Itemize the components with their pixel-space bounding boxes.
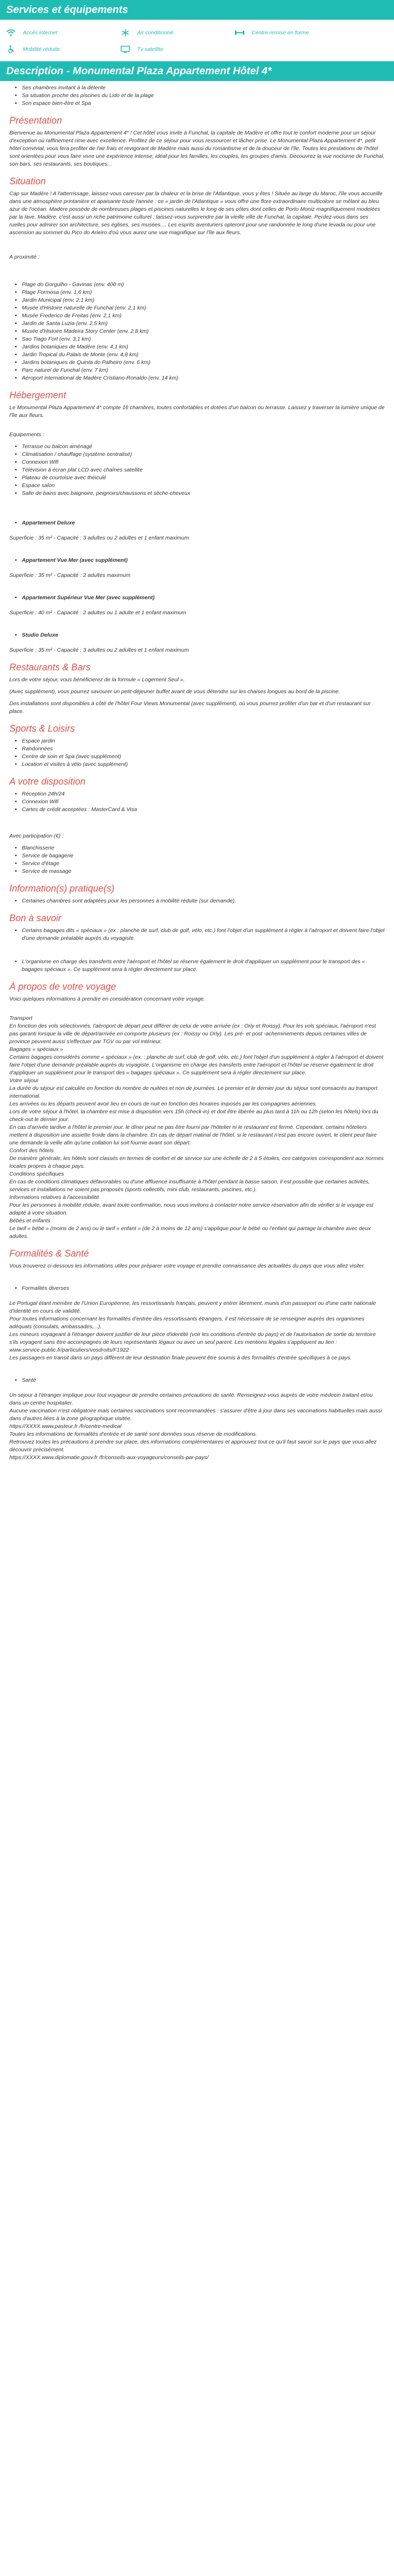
wifi-icon — [5, 28, 17, 37]
room-name: • Appartement Vue Mer (avec supplément) — [22, 557, 385, 564]
situation-title: Situation — [9, 176, 46, 186]
list-item: • Télévision à écran plat LCD avec chaînes satellite — [22, 466, 385, 474]
disposition-list — [9, 790, 385, 814]
list-item: • Espace jardin — [22, 737, 385, 745]
list-item: • Terrasse ou balcon aménagé — [22, 443, 385, 451]
list-item: • Jardins botaniques de Madère (env. 4,1 km) — [22, 343, 385, 351]
service-label: Centre remise en forme — [252, 29, 309, 36]
room-name: • Studio Deluxe — [22, 631, 385, 639]
list-item: • Aéroport international de Madère Cristiano-Ronaldo (env. 14 km) — [22, 374, 385, 382]
bonsavoir-list — [9, 927, 385, 974]
formalites-list — [9, 1285, 385, 1292]
list-item: • Son espace bien-être et Spa — [22, 100, 385, 107]
restaurants-title: Restaurants & Bars — [9, 662, 91, 672]
list-item: • Ses chambres invitant à la détente — [22, 84, 385, 92]
hebergement-text: Le Monumental Plaza Appartement 4* compte 16 chambres, toutes confortables et dotées d'un balcon ou terrasse. Laissez y traverser la lumière unique de l'île aux fleurs. — [9, 404, 385, 419]
list-item: • Sa situation proche des piscines du Lido et de la plage — [22, 92, 385, 100]
room-desc: Superficie : 40 m² - Capacité : 2 adultes ou 1 adulte et 1 enfant maximum — [9, 610, 187, 616]
main-content — [0, 84, 394, 1462]
list-item: • Plateau de courtoisie avec théiculé — [22, 474, 385, 482]
service-label: Mobilité réduite — [23, 46, 60, 52]
services-header: Services et équipements — [0, 0, 394, 20]
list-item: • Espace salon — [22, 482, 385, 490]
list-item: • Cartes de crédit acceptées : MasterCard & Visa — [22, 806, 385, 814]
bonsavoir-title: Bon à savoir — [9, 913, 62, 923]
room-name: • Appartement Supérieur Vue Mer (avec supplément) — [22, 594, 385, 602]
apropos-intro: Voici quelques informations à prendre en considération concernant votre voyage. — [9, 996, 205, 1002]
list-item: • Réception 24h/24 — [22, 790, 385, 798]
list-item: • Service de bagagerie — [22, 852, 385, 860]
list-item: • Santé — [22, 1377, 385, 1384]
proximity-list — [9, 281, 385, 382]
list-item: • Blanchisserie — [22, 844, 385, 852]
services-grid — [0, 20, 394, 57]
equipments-label: Equipements : — [9, 431, 45, 438]
list-item: • Certains bagages dits « spéciaux » (ex : planche de surf, club de golf, vélo, etc.) font l'objet d'un supplément à régler à l'aéroport et doivent faire l'objet d'une demande préalable auprès du voyagiste. — [22, 927, 385, 942]
service-item — [5, 44, 120, 55]
service-label: Air conditionné — [137, 29, 174, 36]
service-item — [120, 44, 234, 55]
list-item: • Service d'étage — [22, 860, 385, 868]
list-item: • Jardins botaniques de Quinta do Palheiro (env. 6 km) — [22, 359, 385, 367]
presentation-title: Présentation — [9, 115, 62, 126]
paid-services-list — [9, 844, 385, 875]
list-item: • Musée d'Histoire naturelle de Funchal (env. 2,1 km) — [22, 304, 385, 312]
list-item: • Plage do Gorgulho - Gavinas (env. 400 m) — [22, 281, 385, 289]
room-name: • Appartement Deluxe — [22, 519, 385, 527]
wheelchair-icon — [5, 45, 17, 54]
service-item — [120, 27, 234, 38]
list-item: • Parc naturel de Funchal (env. 7 km) — [22, 367, 385, 374]
restaurants-text-1: Lors de votre séjour, vous bénéficierez de la formule « Logement Seul ». — [9, 677, 185, 683]
proximity-label: A proximité : — [9, 254, 40, 260]
presentation-text: Bienvenue au Monumental Plaza Appartement 4* ! Cet hôtel vous invite à Funchal, la capitale de Madère et offre tout le confort moderne pour un séjour d'exception où raffinement rime avec excellence. Profitez de ce séjour pour vous ressourcer et lâcher prise. Le Monumental Plaza Appartement 4*, petit hôtel convivial, vous fera profiter de l'air frais et revigorant de Madère mais aussi du romantisme et de la douceur de l'île. Toutes les prestations de l'hôtel sont orientées pour vous faire vivre une expérience intense, idéal pour les familles, les couples, les groupes d'amis. Découvrez la vue nocturne de Funchal, son bars, ses restaurants, ses boutiques... — [9, 130, 385, 167]
service-label: Tv satellite — [137, 46, 164, 52]
formalites-intro: Vous trouverez ci-dessous les informations utiles pour préparer votre voyage et prendre connaissance des actualités du pays que vous allez visiter. — [9, 1263, 365, 1269]
restaurants-text-2: (Avec supplément), vous pourrez savourer un petit-déjeuner buffet avant de vous détendre sur les chaises longues au bord de la piscine. — [9, 689, 340, 695]
list-item: • Jardin de Santa Luzia (env. 2,5 km) — [22, 320, 385, 328]
room-desc: Superficie : 35 m² - Capacité : 3 adultes ou 2 adultes et 1 enfant maximum — [9, 647, 189, 653]
service-item — [234, 27, 348, 38]
apropos-title: À propos de votre voyage — [9, 981, 116, 992]
list-item: • Location et visites à vélo (avec supplément) — [22, 761, 385, 768]
room-desc: Superficie : 35 m² - Capacité : 3 adultes ou 2 adultes et 1 enfant maximum — [9, 535, 189, 541]
restaurants-text-3: Des installations sont disponibles à côté de l'hôtel Four Views Monumental (avec supplément), où vous pourrez profiter d'un bar et d'un restaurant sur place. — [9, 700, 371, 714]
service-item — [5, 27, 120, 38]
list-item: • Centre de soin et Spa (avec supplément) — [22, 753, 385, 761]
list-item: • Connexion Wifi — [22, 798, 385, 806]
sante-body: Un séjour à l'étranger implique pour tout voyageur de prendre certaines précautions de santé. Renseignez-vous auprès de votre médecin traitant et/ou dans un centre hospitalier. Aucune vaccination n'est obligatoire mais certaines vaccinations sont recommandées : s'assurer d'être à jour dans ses vaccinations habituelles mais aussi dans d'autres liées à la zone géographique visitée. https://XXXX.www.pasteur.fr /fr/centre-medical Toutes les informations de formalités d'entrée et de santé sont données sous réserve de modifications. Retrouvez toutes les précautions à prendre sur place, des informations complémentaires et approuvez tout ce qu'il faut savoir sur le pays que vous allez découvrir précisément. https://XXXX.www.diplomatie.gouv.fr /fr/conseils-aux-voyageurs/conseils-par-pays/ — [9, 1392, 382, 1461]
dumbbell-icon — [234, 28, 245, 37]
sports-list — [9, 737, 385, 768]
list-item: • Randonnées — [22, 745, 385, 753]
list-item: • Connexion Wifi — [22, 458, 385, 466]
list-item: • Musée Frederico de Freitas (env. 2,1 km) — [22, 312, 385, 320]
room-type — [9, 519, 385, 527]
paid-services-label: Avec participation (€) : — [9, 833, 64, 839]
sports-title: Sports & Loisirs — [9, 723, 75, 734]
apropos-body: Transport En fonction des vols sélectionnés, l'aéroport de départ peut différer de celui de votre arrivée (ex : Orly et Roissy). Pour les vols spéciaux, l'aéroport n'est pas garanti lorsque la ville de départ/arrivée en comporte plusieurs (ex : Roissy ou Orly). Les pré- et post -acheminements depuis certaines villes de province peuvent aussi s'effectuer par TGV ou par vol intérieur. Bagages « spéciaux » Certains bagages considérés comme « spéciaux » (ex. : planche de surf, club de golf, vélo, etc.) font l'objet d'un supplément à régler à l'aéroport et doivent faire l'objet d'une demande préalable auprès du voyagiste. L'organisme en charge des transferts entre l'aéroport et l'hôtel se réserve également le droit d'appliquer un supplément pour le transport des « bagages spéciaux ». Ce supplément sera à régler directement sur place. Votre séjour La durée du séjour est calculée en fonction du nombre de nuitées et non de journées. Le premier et le dernier jour du séjour sont consacrés au transport international. Les arrivées ou les départs peuvent avoir lieu en cours de nuit en fonction des horaires imposés par les compagnies aériennes. Lors de votre séjour à l'hôtel, la chambre est mise à disposition vers 15h (check-in) et doit être libérée au plus tard à 11h ou 12h (selon les hôtels) lors du check-out le dernier jour. En cas d'arrivée tardive à l'hôtel le premier jour, le dîner peut ne pas être fourni par l'hôtelier ni le restaurant est fermé. Cependant, certains hôteliers mettent à disposition une assiette froide dans la chambre. En cas de départ matinal de l'hôtel, si le restaurant n'est pas encore ouvert, le client peut faire une demande la veille afin qu'une collation lui soit fournie avant son départ. Confort des hôtels De manière générale, les hôtels sont classés en termes de confort et de service sur une échelle de 2 à 5 étoiles, ces catégories correspondent aux normes locales propres à chaque pays. Conditions spécifiques En cas de conditions climatiques défavorables ou d'une affluence insuffisante à l'hôtel pendant la basse saison, il est possible que certaines activités, services et installations ne soient pas proposés (sports collectifs, mini club, restaurants, piscines, etc.). Informations relatives à l'accessibilité Pour les personnes à mobilité réduite, avant toute confirmation, nous vous invitons à contacter notre service réservation afin de vérifier si le voyage est adapté à votre situation. Bébés et enfants Le tarif « bébé » (moins de 2 ans) ou le tarif « enfant » (de 2 à moins de 12 ans) s'applique pour le bébé ou l'enfant qui partage la chambre avec deux adultes. — [9, 1015, 384, 1239]
pratique-list — [9, 897, 385, 905]
list-item: • Service de massage — [22, 868, 385, 875]
room-type — [9, 594, 385, 602]
list-item: • Climatisation / chauffage (système centralisé) — [22, 451, 385, 458]
description-header: Description - Monumental Plaza Appartement Hôtel 4* — [0, 61, 394, 81]
list-item: • Formalités diverses — [22, 1285, 385, 1292]
equipments-list — [9, 443, 385, 497]
list-item: • Salle de bains avec baignoire, peignoirs/chaussons et sèche-cheveux — [22, 490, 385, 497]
formalites-title: Formalités & Santé — [9, 1248, 89, 1259]
disposition-title: A votre disposition — [9, 776, 86, 787]
list-item: • L'organisme en charge des transferts entre l'aéroport et l'hôtel se réserve également le droit d'appliquer un supplément pour le transport des « bagages spéciaux ». Ce supplément sera à régler directement sur place. — [22, 958, 385, 974]
snowflake-icon — [120, 28, 131, 37]
hebergement-title: Hébergement — [9, 390, 67, 400]
list-item: • Jardin Tropical du Palais de Monte (env. 4,8 km) — [22, 351, 385, 359]
list-item: • Jardin Municipal (env. 2,1 km) — [22, 296, 385, 304]
pratique-title: Information(s) pratique(s) — [9, 883, 115, 894]
sante-list — [9, 1377, 385, 1384]
tv-icon — [120, 45, 131, 54]
list-item: • Plage Formosa (env. 1,6 km) — [22, 289, 385, 296]
room-desc: Superficie : 35 m² - Capacité : 2 adultes maximum — [9, 572, 130, 578]
list-item: • Certaines chambres sont adaptées pour les personnes à mobilité réduite (sur demande). — [22, 897, 385, 905]
list-item: • Sao Tiago Fort (env. 3,1 km) — [22, 335, 385, 343]
formalites-body: Le Portugal étant membre de l'Union Européenne, les ressortissants français, peuvent y entrer librement, munis d'un passeport ou d'une carte nationale d'identité en cours de validité. Pour toutes informations concernant les formalités d'entrée des ressortissants étrangers, il est nécessaire de se renseigner auprès des organismes adéquats (consulats, ambassades,...). Les mineurs voyageant à l'étranger doivent justifier de leur pièce d'identité (voir les conditions d'entrée du pays) et de l'autorisation de sortie du territoire s'ils voyagent sans être accompagnés de leurs représentants légaux ou avec un seul parent. Les mentions légales s'appliquent au lien : www.service-public.fr/particuliers/vosdroits/F1922 Les passagers en transit dans un pays diffèrent de leur destination finale peuvent être soumis à des formalités d'entrée spécifiques à ce pays. — [9, 1300, 376, 1361]
list-item: • Musée d'Histoire Madeira Story Center (env. 2,8 km) — [22, 328, 385, 335]
service-label: Accès internet — [23, 29, 58, 36]
highlights-list — [9, 84, 385, 107]
situation-text: Cap sur Madère ! A l'atterrissage, laissez-vous caresser par la chaleur et la brise de l'Atlantique, vous y êtes ! Située au large du Maroc, l'île vous accueille dans une atmosphère printanière et apaisante toute l'année : ce « jardin de l'Atlantique » vous offre une flore extraordinaire multicolore se mêlant au bleu azur de l'océan. Madère possède de nombreuses plages et piscines naturelles le long de ses côtes dont celles de Porto Moniz magnifiquement modelées par la lave. Madère, c'est aussi un riche patrimoine culturel : laissez-vous surprendre par la vieille ville de Funchal, la capitale. Perdez-vous dans ses ruelles pour admirer son architecture, ses églises, ses musées.... Les esprits aventuriers opteront pour une randonnée le long d'une levada ou pour une ascension au sommet du Pico do Arieiro d'où vous aurez une vue magnifique sur l'île aux fleurs. — [9, 191, 383, 236]
room-type — [9, 557, 385, 564]
room-type — [9, 631, 385, 639]
